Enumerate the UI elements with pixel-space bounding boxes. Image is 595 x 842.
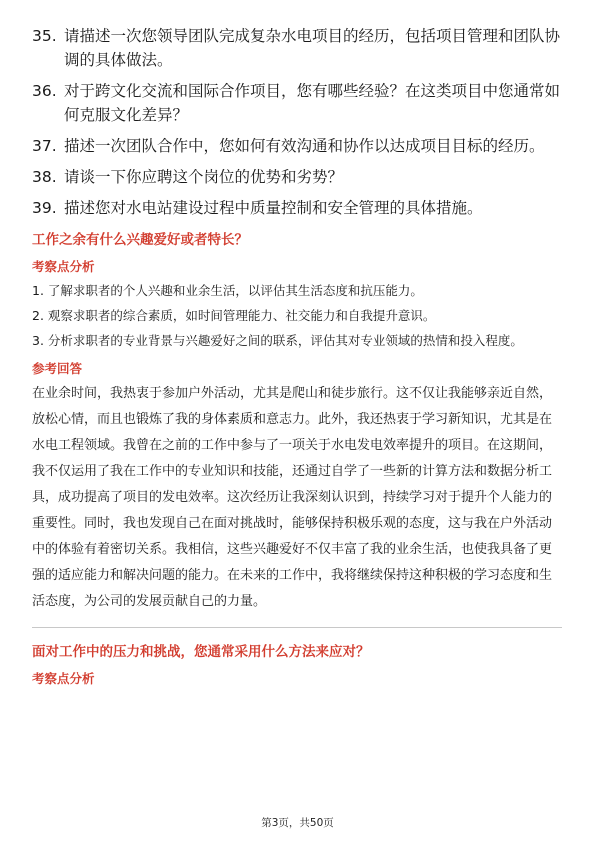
question-number: 39.	[32, 199, 57, 217]
section-title: 面对工作中的压力和挑战，您通常采用什么方法来应对？	[32, 644, 370, 660]
section-title: 工作之余有什么兴趣爱好或者特长？	[32, 232, 248, 248]
analysis-point: 2. 观察求职者的综合素质，如时间管理能力、社交能力和自我提升意识。	[32, 308, 436, 323]
analysis-heading: 考察点分析	[32, 671, 95, 686]
question-number: 37.	[32, 137, 57, 155]
answer-paragraph: 在业余时间，我热衷于参加户外活动，尤其是爬山和徒步旅行。这不仅让我能够亲近自然，放松心情，而且也锻炼了我的身体素质和意志力。此外，我还热衷于学习新知识，尤其是在水电工程领域。我曾在之前的工作中参与了一项关于水电发电效率提升的项目。在这期间，我不仅运用了我在工作中的专业知识和技能，还通过自学了一些新的计算方法和数据分析工具，成功提高了项目的发电效率。这次经历让我深刻认识到，持续学习对于提升个人能力的重要性。同时，我也发现自己在面对挑战时，能够保持积极乐观的态度，这与我在户外活动中的体验有着密切关系。我相信，这些兴趣爱好不仅丰富了我的业余生活，也使我具备了更强的适应能力和解决问题的能力。在未来的工作中，我将继续保持这种积极的学习态度和生活态度，为公司的发展贡献自己的力量。	[32, 386, 553, 609]
question-list	[32, 24, 562, 220]
question-item	[32, 165, 562, 189]
question-text: 描述一次团队合作中，您如何有效沟通和协作以达成项目目标的经历。	[64, 137, 545, 155]
question-item	[32, 24, 562, 72]
analysis-point: 1. 了解求职者的个人兴趣和业余生活，以评估其生活态度和抗压能力。	[32, 283, 423, 298]
question-number: 36.	[32, 82, 57, 100]
question-item	[32, 196, 562, 220]
page-number: 第3页，共50页	[261, 817, 334, 829]
question-number: 35.	[32, 27, 57, 45]
question-text: 描述您对水电站建设过程中质量控制和安全管理的具体措施。	[64, 199, 483, 217]
question-item	[32, 134, 562, 158]
answer-heading: 参考回答	[32, 361, 83, 376]
question-text: 请描述一次您领导团队完成复杂水电项目的经历，包括项目管理和团队协调的具体做法。	[64, 27, 561, 69]
question-item	[32, 79, 562, 127]
page-content	[32, 24, 562, 689]
analysis-point: 3. 分析求职者的专业背景与兴趣爱好之间的联系，评估其对专业领域的热情和投入程度。	[32, 333, 523, 348]
question-text: 请谈一下你应聘这个岗位的优势和劣势？	[64, 168, 344, 186]
analysis-heading: 考察点分析	[32, 259, 95, 274]
section-divider	[32, 627, 562, 628]
question-number: 38.	[32, 168, 57, 186]
question-text: 对于跨文化交流和国际合作项目，您有哪些经验？在这类项目中您通常如何克服文化差异？	[64, 82, 561, 124]
